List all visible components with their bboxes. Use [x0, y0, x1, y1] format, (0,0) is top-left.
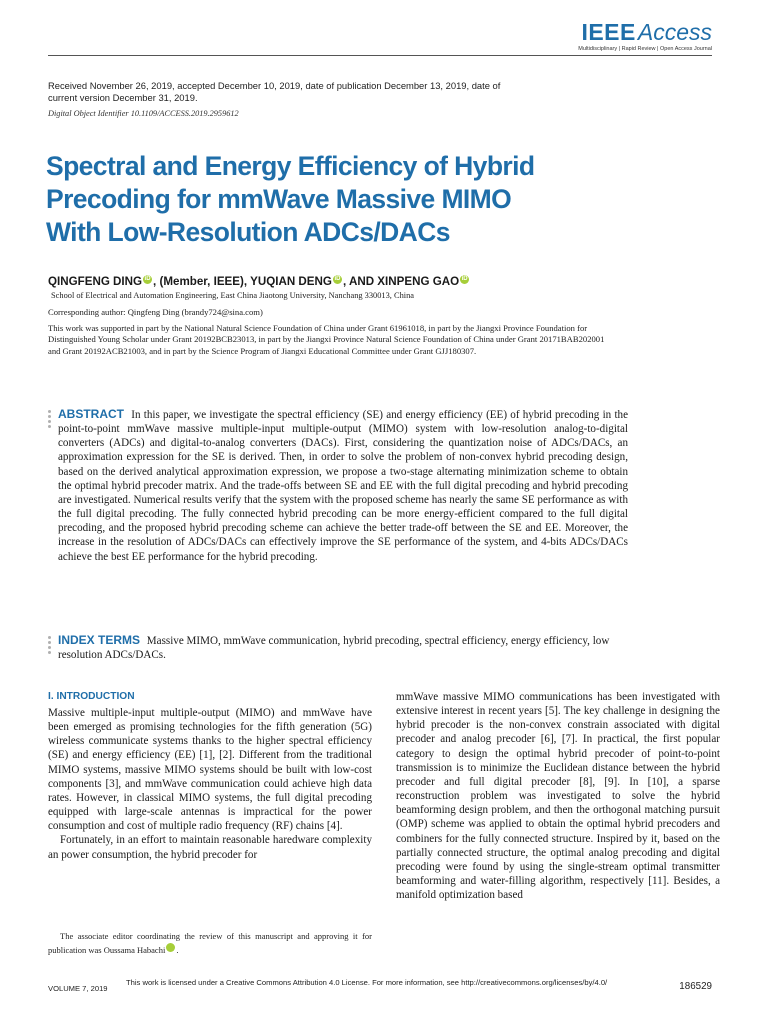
abstract-label: ABSTRACT — [58, 407, 124, 421]
index-terms-text: Massive MIMO, mmWave communication, hybrid precoding, spectral efficiency, energy efficiency, low resolution ADCs/DACs. — [58, 635, 610, 662]
dots-icon — [48, 410, 52, 430]
author-list — [48, 275, 470, 288]
journal-tagline: Multidisciplinary | Rapid Review | Open Access Journal — [578, 46, 712, 52]
orcid-icon[interactable]: iD — [144, 276, 151, 282]
paper-title: Spectral and Energy Efficiency of Hybrid Precoding for mmWave Massive MIMO With Low-Resolution ADCs/DACs — [46, 151, 535, 247]
intro-paragraph-2: Fortunately, in an effort to maintain reasonable haredware complexity an power consumption, the hybrid precoder for — [48, 834, 372, 861]
author-1: QINGFENG DING — [48, 275, 143, 288]
footer-volume: VOLUME 7, 2019 — [48, 984, 108, 993]
dots-icon — [48, 636, 52, 656]
header-rule — [48, 55, 712, 56]
index-terms — [58, 633, 628, 662]
footer-license[interactable]: This work is licensed under a Creative Commons Attribution 4.0 License. For more information, see http://creativecommons.org/licenses/by/4.0/ — [126, 978, 608, 987]
left-column — [48, 690, 372, 862]
logo-access: Access — [637, 19, 712, 45]
index-terms-label: INDEX TERMS — [58, 633, 141, 647]
page-number: 186529 — [679, 981, 712, 992]
right-column — [396, 690, 720, 902]
abstract — [58, 407, 628, 564]
doi: Digital Object Identifier 10.1109/ACCESS.2019.2959612 — [48, 109, 239, 118]
ieee-access-logo — [578, 20, 712, 44]
orcid-icon[interactable]: iD — [334, 276, 341, 282]
section-heading: I. INTRODUCTION — [48, 691, 135, 702]
journal-masthead — [578, 20, 712, 52]
logo-ieee: IEEE — [581, 19, 636, 45]
editor-footnote: The associate editor coordinating the review of this manuscript and approving it for publication was Oussama Habachi iD. — [48, 931, 372, 955]
funding-statement: This work was supported in part by the National Natural Science Foundation of China under Grant 61961018, in part by the Jiangxi Province Foundation for Distinguished Young Scholar under Grant 20192BCB23013, in part by the Jiangxi Province Natural Science Foundation of China under Grant 20171BAB202001 and Grant 20192ACB21003, and in part by the Science Program of Jiangxi Educational Committee under Grant GJJ180307. — [48, 323, 605, 356]
author-3: , AND XINPENG GAO — [342, 275, 460, 288]
received-dates: Received November 26, 2019, accepted December 10, 2019, date of publication December 13, 2019, date of current version December 31, 2019. — [48, 80, 501, 103]
intro-paragraph-right: mmWave massive MIMO communications has been investigated with extensive interest in recent years [5]. The key challenge in designing the hybrid precoder is the non-convex constrain associated with digital precoder and analog precoder [6], [7]. In practical, the first popular category to design the optimal hybrid precoder of point-to-point transmission is to minimize the Euclidean distance between the hybrid precoder and full digital precoder [8], [9]. In [10], a sparse reconstruction problem was investigated to solve the hybrid beamforming design problem, and then the orthogonal matching pursuit (OMP) scheme was applied to obtain the optimal hybrid precoders and combiners for the fully connected structure. Inspired by it, based on the partially connected structure, the optimal analog precoding and digital precoding were found by using the single-stream optimal transmitter beamforming and water-filling algorithm, respectively [11]. Besides, a manifold optimization based — [396, 691, 720, 902]
affiliation: School of Electrical and Automation Engineering, East China Jiaotong University, Nanchang 330013, China — [51, 291, 414, 300]
orcid-icon[interactable]: iD — [166, 943, 175, 952]
orcid-icon[interactable]: iD — [461, 276, 468, 282]
author-2: , (Member, IEEE), YUQIAN DENG — [153, 275, 332, 288]
abstract-text: In this paper, we investigate the spectral efficiency (SE) and energy efficiency (EE) of hybrid precoding in the point-to-point mmWave massive multiple-input multiple-output (MIMO) system with low-resolution analog-to-digital converters (ADCs) and digital-to-analog converters (DACs). First, considering the quantization noise of ADCs/DACs, an approximation expression for the SE is derived. Then, in order to solve the problem of non-convex hybrid precoding design, based on the derived analytical approximation expression, we propose a two-stage alternating minimization scheme to obtain the optimal hybrid precoder matrix. And the trade-offs between SE and EE with the full digital precoding and hybrid precoding are investigated. Numerical results verify that the system with the proposed scheme has nearly the same SE performance as with the full digital precoding. The fully connected hybrid precoding can be more energy-efficient compared to the full digital precoding, and the proposed hybrid precoding scheme can achieve the better trade-off between the SE and EE. Moreover, the increase in the resolution of ADCs/DACs can effectively improve the SE performance of the system, and 4-bits ADCs/DACs achieve the best EE performance for the hybrid precoding. — [58, 409, 628, 563]
footnote-text: The associate editor coordinating the review of this manuscript and approving it for publication was Oussama Habachi — [48, 931, 372, 955]
intro-paragraph-1: Massive multiple-input multiple-output (MIMO) and mmWave have been emerged as promising technologies for the fifth generation (5G) wireless communicate systems thanks to the higher spectral efficiency (SE) and energy efficiency (EE) [1], [2]. Different from the traditional MIMO systems, massive MIMO systems should be built with low-cost components [3], and mmWave communication could achieve high data rates. However, in classical MIMO systems, the full digital precoding equipped with large-scale antennas is impractical for the power consumption and cost of multiple radio frequency (RF) chains [4]. — [48, 707, 372, 833]
corresponding-author: Corresponding author: Qingfeng Ding (brandy724@sina.com) — [48, 307, 263, 317]
